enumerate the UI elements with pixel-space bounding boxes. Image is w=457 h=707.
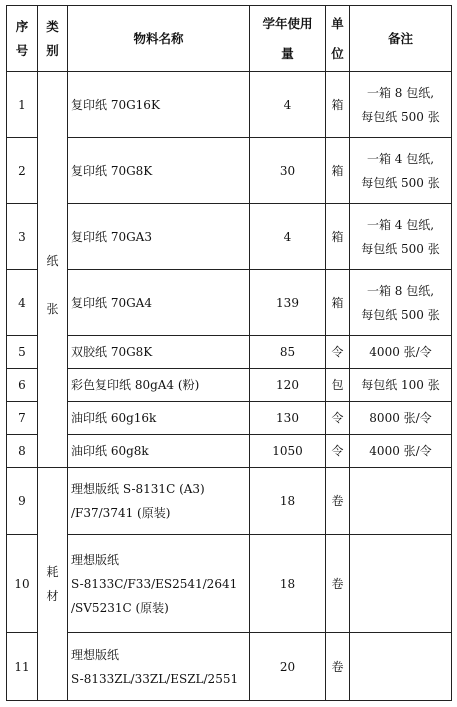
- name-cell: 双胶纸 70G8K: [68, 336, 250, 369]
- supplies-table: [6, 5, 452, 701]
- header-category: 类 别: [38, 6, 68, 72]
- usage-cell: 4: [250, 204, 326, 270]
- usage-cell: 4: [250, 72, 326, 138]
- note-cell: [350, 633, 452, 701]
- name-cell: 油印纸 60g8k: [68, 435, 250, 468]
- note-cell: 一箱 4 包纸, 每包纸 500 张: [350, 138, 452, 204]
- name-cell: 复印纸 70GA3: [68, 204, 250, 270]
- seq-cell: 5: [7, 336, 38, 369]
- name-cell: 理想版纸 S-8133C/F33/ES2541/2641 /SV5231C (原装): [68, 535, 250, 633]
- table-row: [7, 633, 452, 701]
- name-cell: 复印纸 70GA4: [68, 270, 250, 336]
- header-usage: 学年使用 量: [250, 6, 326, 72]
- unit-cell: 卷: [326, 633, 350, 701]
- usage-cell: 130: [250, 402, 326, 435]
- seq-cell: 10: [7, 535, 38, 633]
- seq-cell: 3: [7, 204, 38, 270]
- seq-cell: 8: [7, 435, 38, 468]
- unit-cell: 令: [326, 336, 350, 369]
- table-row: [7, 468, 452, 535]
- usage-cell: 20: [250, 633, 326, 701]
- name-cell: 复印纸 70G16K: [68, 72, 250, 138]
- usage-cell: 18: [250, 535, 326, 633]
- seq-cell: 7: [7, 402, 38, 435]
- unit-cell: 箱: [326, 72, 350, 138]
- unit-cell: 包: [326, 369, 350, 402]
- usage-cell: 139: [250, 270, 326, 336]
- name-cell: 理想版纸 S-8131C (A3) /F37/3741 (原装): [68, 468, 250, 535]
- header-row: [7, 6, 452, 72]
- seq-cell: 9: [7, 468, 38, 535]
- unit-cell: 令: [326, 435, 350, 468]
- seq-cell: 4: [7, 270, 38, 336]
- header-unit: 单 位: [326, 6, 350, 72]
- table-row: [7, 270, 452, 336]
- unit-cell: 卷: [326, 535, 350, 633]
- header-name: 物料名称: [68, 6, 250, 72]
- category-consumable-cell: 耗 材: [38, 468, 68, 701]
- usage-cell: 85: [250, 336, 326, 369]
- header-note: 备注: [350, 6, 452, 72]
- name-cell: 油印纸 60g16k: [68, 402, 250, 435]
- unit-cell: 箱: [326, 204, 350, 270]
- note-cell: 4000 张/令: [350, 336, 452, 369]
- category-paper-cell: 纸 张: [38, 72, 68, 468]
- table-row: [7, 535, 452, 633]
- usage-cell: 1050: [250, 435, 326, 468]
- note-cell: [350, 535, 452, 633]
- table-row: [7, 138, 452, 204]
- table-row: [7, 402, 452, 435]
- usage-cell: 18: [250, 468, 326, 535]
- unit-cell: 箱: [326, 138, 350, 204]
- note-cell: [350, 468, 452, 535]
- unit-cell: 令: [326, 402, 350, 435]
- table-row: [7, 336, 452, 369]
- table-row: [7, 204, 452, 270]
- unit-cell: 箱: [326, 270, 350, 336]
- note-cell: 一箱 4 包纸, 每包纸 500 张: [350, 204, 452, 270]
- note-cell: 4000 张/令: [350, 435, 452, 468]
- note-cell: 一箱 8 包纸, 每包纸 500 张: [350, 270, 452, 336]
- name-cell: 彩色复印纸 80gA4 (粉): [68, 369, 250, 402]
- table-row: [7, 435, 452, 468]
- table-row: [7, 369, 452, 402]
- seq-cell: 11: [7, 633, 38, 701]
- seq-cell: 6: [7, 369, 38, 402]
- seq-cell: 1: [7, 72, 38, 138]
- note-cell: 一箱 8 包纸, 每包纸 500 张: [350, 72, 452, 138]
- name-cell: 复印纸 70G8K: [68, 138, 250, 204]
- name-cell: 理想版纸 S-8133ZL/33ZL/ESZL/2551: [68, 633, 250, 701]
- usage-cell: 30: [250, 138, 326, 204]
- note-cell: 每包纸 100 张: [350, 369, 452, 402]
- note-cell: 8000 张/令: [350, 402, 452, 435]
- usage-cell: 120: [250, 369, 326, 402]
- seq-cell: 2: [7, 138, 38, 204]
- table-row: [7, 72, 452, 138]
- header-seq: 序 号: [7, 6, 38, 72]
- unit-cell: 卷: [326, 468, 350, 535]
